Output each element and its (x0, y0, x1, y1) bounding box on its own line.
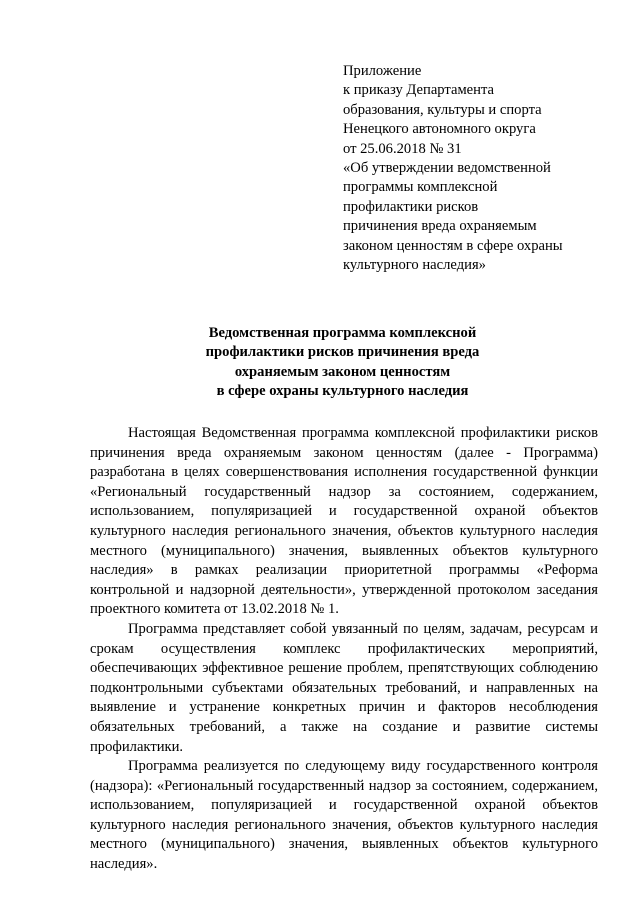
title-line: профилактики рисков причинения вреда (205, 344, 480, 361)
appendix-line: профилактики рисков (343, 198, 479, 215)
appendix-block (343, 62, 633, 275)
appendix-line: образования, культуры и спорта (343, 101, 542, 118)
title-line: в сфере охраны культурного наследия (216, 383, 469, 400)
title-line: Ведомственная программа комплексной (208, 325, 477, 341)
appendix-line: культурного наследия» (343, 257, 486, 274)
appendix-line: Приложение (343, 63, 422, 79)
appendix-line: Ненецкого автономного округа (343, 121, 536, 138)
document-title (90, 324, 595, 402)
body-paragraph: Настоящая Ведомственная программа комплексной профилактики рисков причинения вреда охраняемым законом ценностям (далее - Программа) разработана в целях совершенствования исполнения государственной функции «Региональный государственный надзор за состоянием, содержанием, использованием, популяризацией и государственной охраной объектов культурного наследия регионального значения, объектов культурного наследия местного (муниципального) значения, выявленных объектов культурного наследия» в рамках реализации приоритетной программы «Реформа контрольной и надзорной деятельности», утвержденной протоколом заседания проектного комитета от 13.02.2018 № 1. (90, 425, 598, 618)
appendix-line: от 25.06.2018 № 31 (343, 140, 462, 157)
appendix-line: программы комплексной (343, 179, 498, 196)
document-body (90, 424, 598, 875)
appendix-line: «Об утверждении ведомственной (343, 160, 551, 177)
body-paragraph: Программа реализуется по следующему виду государственного контроля (надзора): «Региональный государственный надзор за состоянием, содержанием, использованием, популяризацией и государственной охраной объектов культурного наследия регионального значения, объектов культурного наследия местного (муниципального) значения, выявленных объектов культурного наследия». (90, 758, 598, 873)
body-paragraph: Программа представляет собой увязанный по целям, задачам, ресурсам и срокам осуществления комплекс профилактических мероприятий, обеспечивающих эффективное решение проблем, препятствующих соблюдению подконтрольными субъектами обязательных требований, и направленных на выявление и устранение конкретных причин и факторов несоблюдения обязательных требований, а также на создание и развитие системы профилактики. (90, 620, 598, 755)
appendix-line: причинения вреда охраняемым (343, 218, 537, 235)
title-line: охраняемым законом ценностям (234, 363, 451, 380)
appendix-line: к приказу Департамента (343, 82, 494, 99)
appendix-line: законом ценностям в сфере охраны (343, 237, 563, 254)
